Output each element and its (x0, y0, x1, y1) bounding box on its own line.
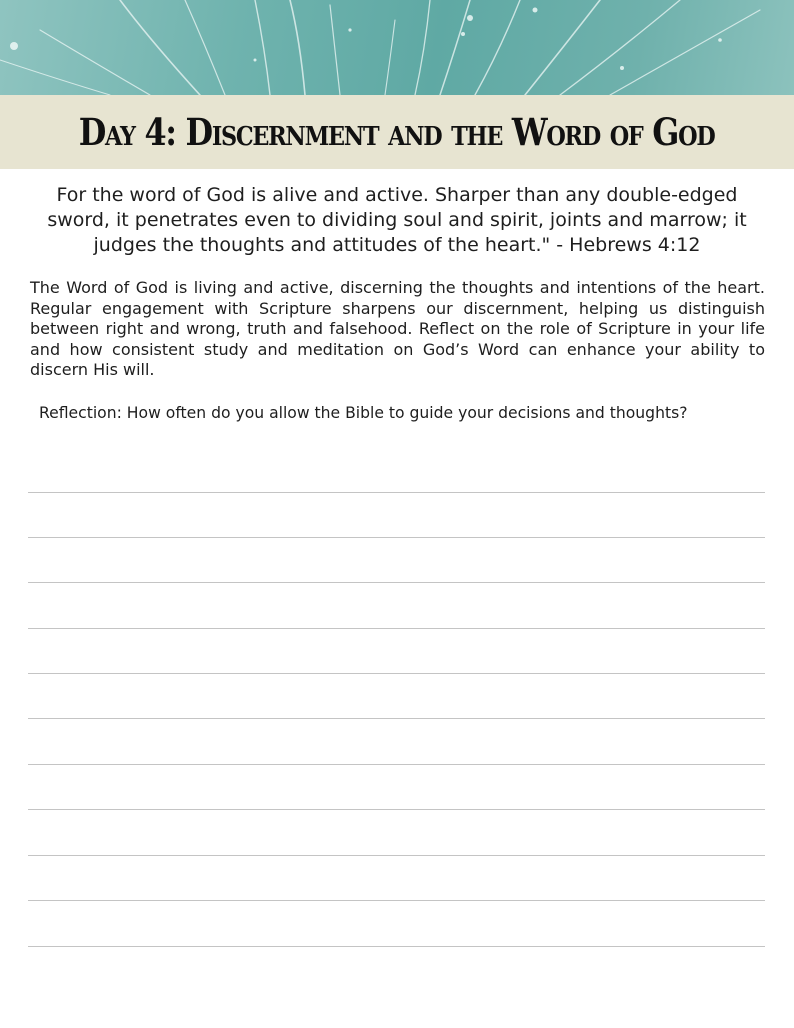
writing-line[interactable] (28, 764, 765, 765)
devotional-paragraph: The Word of God is living and active, discerning the thoughts and intentions of the heart. Regular engagement with Scripture sharpens our discernment, helping us distinguish between right and wrong, truth and falsehood. Reflect on the role of Scripture in your life and how consistent study and meditation on God’s Word can enhance your ability to discern His will. (30, 278, 765, 379)
journal-lines (28, 0, 765, 1028)
writing-line[interactable] (28, 673, 765, 674)
writing-line[interactable] (28, 537, 765, 538)
scripture-verse: For the word of God is alive and active. Sharper than any double-edged sword, it penetrates even to dividing soul and spirit, joints and marrow; it judges the thoughts and attitudes of the heart." - Hebrews 4:12 (47, 184, 747, 256)
page-title: Day 4: Discernment and the Word of God (79, 110, 715, 154)
writing-line[interactable] (28, 900, 765, 901)
reflection-prompt: Reflection: How often do you allow the Bible to guide your decisions and thoughts? (39, 404, 688, 422)
writing-line[interactable] (28, 628, 765, 629)
writing-line[interactable] (28, 582, 765, 583)
writing-line[interactable] (28, 946, 765, 947)
writing-line[interactable] (28, 718, 765, 719)
writing-line[interactable] (28, 855, 765, 856)
writing-line[interactable] (28, 492, 765, 493)
writing-line[interactable] (28, 809, 765, 810)
